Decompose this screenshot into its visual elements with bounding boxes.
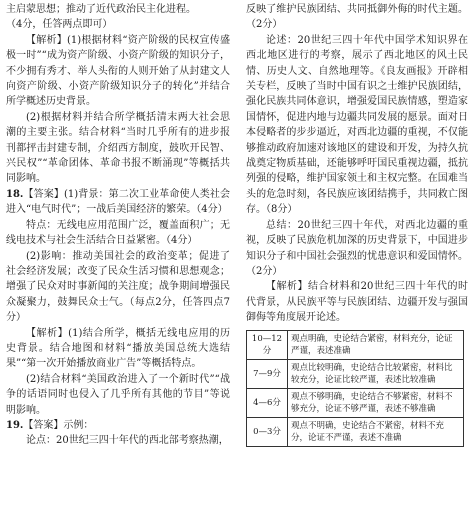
table-row <box>247 388 464 417</box>
question-19-block <box>6 418 230 449</box>
left-column <box>6 2 230 449</box>
criteria-cell: 观点比较明确，史论结合比较紧密，材料比较充分，论证比较严谨，表述比较准确 <box>288 359 464 388</box>
score-cell: 10—12分 <box>247 330 288 359</box>
scoring-rubric-table <box>246 330 464 447</box>
text-line: （4分，任答两点即可） <box>6 19 113 31</box>
score-cell: 4—6分 <box>247 388 288 417</box>
answer-text: 【答案】示例： <box>23 419 94 431</box>
question-18-block <box>6 187 230 418</box>
score-cell: 0—3分 <box>247 417 288 446</box>
analysis-paragraph: (2)根据材料并结合所学概括清末两大社会思潮的主要主张。结合材料“当时几乎所有的进步报刊都抨击封建专制，介绍西方制度，鼓吹开民智、兴民权”“革命团体、革命书报不断涌现”等概括共同影响。 <box>6 111 230 185</box>
analysis-paragraph: 【解析】(1)结合所学，概括无线电应用的历史背景。结合地图和材料“播放美国总统大选结果”“第一次开始播放商业广告”等概括特点。 <box>6 327 230 370</box>
answer-text: 【答案】(1)背景：第二次工业革命使人类社会进入“电气时代”；一战后美国经济的繁荣。（4分） <box>6 188 230 216</box>
answer-text: 特点：无线电应用范围广泛，覆盖面积广；无线电技术与社会生活结合日益紧密。（4分） <box>6 219 230 247</box>
criteria-cell: 观点不明确，史论结合不紧密，材料不充分，论证不严谨，表述不准确 <box>288 417 464 446</box>
question-number: 19. <box>6 419 24 431</box>
analysis-paragraph: 【解析】结合材料和20世纪三四十年代的时代背景，从民族平等与民族团结、边疆开发与强国御侮等角度展开论述。 <box>246 281 468 324</box>
table-row <box>247 417 464 446</box>
table-row <box>247 359 464 388</box>
answer-text: (2)影响：推动美国社会的政治变革；促进了社会经济发展；改变了民众生活习惯和思想观念；增强了民众对时事新闻的关注度；战争期间增强民众凝聚力，鼓舞民众士气。（每点2分，任答四点7分） <box>6 250 230 324</box>
criteria-cell: 观点明确，史论结合紧密，材料充分，论证严谨，表述准确 <box>288 330 464 359</box>
summary-paragraph: 总结：20世纪三四十年代，对西北边疆的重视，反映了民族危机加深的历史背景下，中国进步知识分子和中国社会强烈的忧患意识和爱国情怀。（2分） <box>246 219 468 277</box>
right-column <box>246 2 468 447</box>
table-row <box>247 330 464 359</box>
text-line: 反映了维护民族团结、共同抵御外侮的时代主题。（2分） <box>246 4 468 31</box>
question-number: 18. <box>6 188 24 200</box>
analysis-paragraph: 【解析】(1)根据材料“资产阶级的民权宣传盛极一时”“成为资产阶级、小资产阶级的知识分子，不少拥有秀才、举人头衔的人则开始了从封建文人向资产阶级、小资产阶级知识分子的转化”并结合所学概述历史背景。 <box>6 34 230 108</box>
argument-paragraph: 论述：20世纪三四十年代中国学术知识界在西北地区进行的考察，展示了西北地区的风土民情、历史人文、自然地理等。《良友画报》开辟相关专栏，反映了当时中国有识之士维护民族团结，强化民族共同体意识，增强爱国民族情感，塑造家国情怀，促进内地与边疆共同发展的愿景。面对日本侵略者的步步逼近，对西北边疆的重视，不仅能够推动政府加速对该地区的建设和开发，为持久抗战奠定物质基础，还能够呼吁国民重视边疆，抵抗列强的侵略，维护国家领土和主权完整。在国难当头的危急时刻，各民族应该团结携手，共同救亡图存。（8分） <box>246 34 468 216</box>
text-line: 主启蒙思想；推动了近代政治民主化进程。 <box>6 4 196 15</box>
answer-text: 论点：20世纪三四十年代的西北部考察热潮， <box>26 435 229 447</box>
analysis-paragraph: (2)结合材料“美国政治进入了一个新时代”“战争的话语同时也侵入了几乎所有其他的节目”等说明影响。 <box>6 373 230 416</box>
criteria-cell: 观点不够明确，史论结合不够紧密，材料不够充分，论证不够严谨，表述不够准确 <box>288 388 464 417</box>
score-cell: 7—9分 <box>247 359 288 388</box>
